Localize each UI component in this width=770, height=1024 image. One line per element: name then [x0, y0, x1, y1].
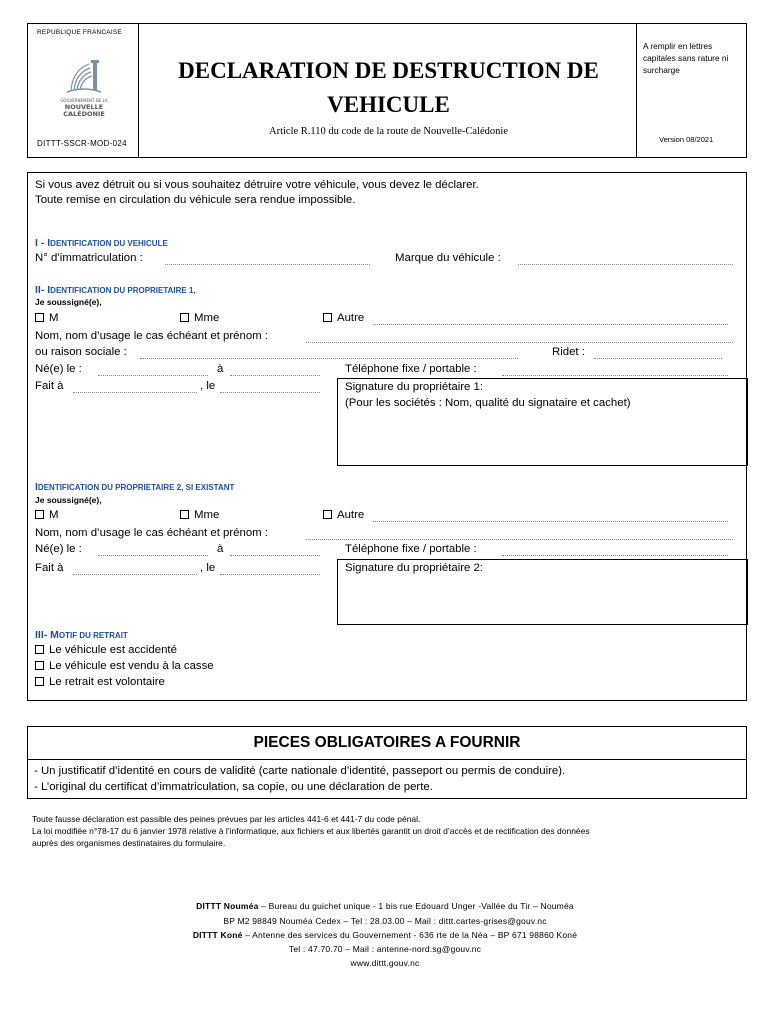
phone-label-2: Téléphone fixe / portable :: [345, 543, 477, 555]
raison-sociale-label: ou raison sociale :: [35, 346, 127, 358]
civility-autre-1[interactable]: Autre: [323, 312, 364, 324]
signature-box-1[interactable]: [337, 378, 748, 466]
signature-label-2: Signature du propriétaire 2:: [345, 562, 484, 574]
pieces-item-identity: - Un justificatif d’identité en cours de validité (carte nationale d’identité, passeport ou permis de conduire).: [34, 765, 566, 777]
checkbox-icon[interactable]: [35, 313, 44, 322]
date-label-2: , le: [200, 562, 216, 574]
section-owner1-title: II- IDENTIFICATION DU PROPRIETAIRE 1,: [35, 284, 196, 296]
intro-line-2: Toute remise en circulation du véhicule sera rendue impossible.: [35, 194, 356, 206]
pieces-title: PIECES OBLIGATOIRES A FOURNIR: [27, 726, 747, 760]
motif-option-casse[interactable]: Le véhicule est vendu à la casse: [35, 660, 214, 672]
nom-label-2: Nom, nom d’usage le cas échéant et prénom :: [35, 527, 269, 539]
logo-text-3: CALÉDONIE: [63, 110, 105, 118]
immatriculation-label: N° d’immatriculation :: [35, 252, 143, 264]
fait-field-1[interactable]: [73, 392, 197, 393]
ridet-label: Ridet :: [552, 346, 585, 358]
header-left-cell: [28, 24, 139, 157]
birth-place-field-1[interactable]: [230, 375, 320, 376]
title-line-1: DECLARATION DE DESTRUCTION DE: [178, 58, 599, 83]
checkbox-icon[interactable]: [323, 313, 332, 322]
date-label-1: , le: [200, 380, 216, 392]
immatriculation-field[interactable]: [165, 264, 370, 265]
soussigne-2: Je soussigné(e),: [35, 495, 102, 505]
pieces-list: [27, 760, 747, 799]
phone-field-2[interactable]: [502, 555, 728, 556]
republique-label: REPUBLIQUE FRANCAISE: [37, 29, 122, 36]
legal-line-3: auprès des organismes destinataires du formulaire.: [32, 838, 226, 848]
header-right-cell: [636, 24, 746, 157]
birth-date-field-2[interactable]: [98, 555, 208, 556]
footer-noumea: DITTT Nouméa – Bureau du guichet unique - 1 bis rue Edouard Unger -Vallée du Tir – Nouméa: [196, 901, 574, 911]
nom-field-1[interactable]: [306, 342, 733, 343]
header-box: [27, 23, 747, 158]
signature-label-1: Signature du propriétaire 1:: [345, 381, 484, 393]
fait-field-2[interactable]: [73, 574, 197, 575]
phone-field-1[interactable]: [502, 375, 728, 376]
footer-kone-contact: Tel : 47.70.70 – Mail : antenne-nord.sg@gouv.nc: [288, 944, 482, 954]
fait-label-2: Fait à: [35, 562, 64, 574]
soussigne-1: Je soussigné(e),: [35, 297, 102, 307]
legal-line-1: Toute fausse déclaration est passible des peines prévues par les articles 441-6 et 441-7 du code pénal.: [32, 814, 421, 824]
civility-m-1[interactable]: M: [35, 312, 59, 324]
checkbox-icon[interactable]: [35, 661, 44, 670]
date-field-2[interactable]: [220, 574, 320, 575]
footer-website[interactable]: www.dittt.gouv.nc: [350, 958, 420, 968]
footer-kone: DITTT Koné – Antenne des services du Gouvernement - 636 rte de la Néa – BP 671 98860 Koné: [192, 930, 578, 940]
birth-label-1: Né(e) le :: [35, 363, 82, 375]
logo-text-1: GOUVERNEMENT DE LA: [60, 98, 108, 103]
fait-label-1: Fait à: [35, 380, 64, 392]
signature-note-1: (Pour les sociétés : Nom, qualité du signataire et cachet): [345, 397, 631, 409]
civility-m-2[interactable]: M: [35, 509, 59, 521]
motif-option-volontaire[interactable]: Le retrait est volontaire: [35, 676, 165, 688]
date-field-1[interactable]: [220, 392, 320, 393]
civility-mme-2[interactable]: Mme: [180, 509, 219, 521]
form-code: DITTT-SSCR-MOD-024: [37, 139, 127, 148]
section-vehicle-title: I - IDENTIFICATION DU VEHICULE: [35, 237, 168, 249]
title-line-2: VEHICULE: [327, 92, 450, 117]
checkbox-icon[interactable]: [180, 313, 189, 322]
signature-box-2[interactable]: [337, 559, 748, 625]
intro-line-1: Si vous avez détruit ou si vous souhaitez détruire votre véhicule, vous devez le déclarer.: [35, 179, 479, 191]
birth-place-label-2: à: [217, 543, 224, 555]
autre-field-1[interactable]: [373, 324, 728, 325]
birth-label-2: Né(e) le :: [35, 543, 82, 555]
logo-text-2: NOUVELLE: [64, 103, 104, 111]
section-motif-title: III- MOTIF DU RETRAIT: [35, 629, 128, 641]
checkbox-icon[interactable]: [323, 510, 332, 519]
birth-date-field-1[interactable]: [98, 375, 208, 376]
motif-option-accident[interactable]: Le véhicule est accidenté: [35, 644, 177, 656]
ridet-field[interactable]: [594, 358, 722, 359]
legal-line-2: La loi modifiée n°78-17 du 6 janvier 1978 relative à l’informatique, aux fichiers et aux libertés garantit un droit d’accès et de rectification des données: [32, 826, 590, 836]
civility-mme-1[interactable]: Mme: [180, 312, 219, 324]
footer-noumea-contact: BP M2 98849 Nouméa Cedex – Tel : 28.03.00 – Mail : dittt.cartes-grises@gouv.nc: [223, 916, 547, 926]
checkbox-icon[interactable]: [35, 677, 44, 686]
section-owner2-title: IDENTIFICATION DU PROPRIETAIRE 2, SI EXISTANT: [35, 481, 235, 493]
checkbox-icon[interactable]: [35, 645, 44, 654]
declaration-form: [27, 172, 747, 701]
civility-autre-2[interactable]: Autre: [323, 509, 364, 521]
checkbox-icon[interactable]: [35, 510, 44, 519]
phone-label-1: Téléphone fixe / portable :: [345, 363, 477, 375]
page-title: [140, 54, 637, 122]
article-reference: Article R.110 du code de la route de Nouvelle-Calédonie: [269, 126, 508, 137]
version-label: Version 08/2021: [659, 135, 714, 144]
raison-sociale-field[interactable]: [140, 358, 518, 359]
birth-place-field-2[interactable]: [230, 555, 320, 556]
fill-instruction: A remplir en lettres capitales sans rature ni surcharge: [643, 41, 729, 75]
checkbox-icon[interactable]: [180, 510, 189, 519]
marque-field[interactable]: [518, 264, 733, 265]
pieces-item-certificate: - L’original du certificat d’immatriculation, sa copie, ou une déclaration de perte.: [34, 781, 433, 793]
birth-place-label-1: à: [217, 363, 224, 375]
marque-label: Marque du véhicule :: [395, 252, 501, 264]
autre-field-2[interactable]: [373, 521, 728, 522]
nom-label-1: Nom, nom d’usage le cas échéant et prénom :: [35, 330, 269, 342]
government-logo: [53, 52, 115, 122]
nom-field-2[interactable]: [306, 539, 733, 540]
